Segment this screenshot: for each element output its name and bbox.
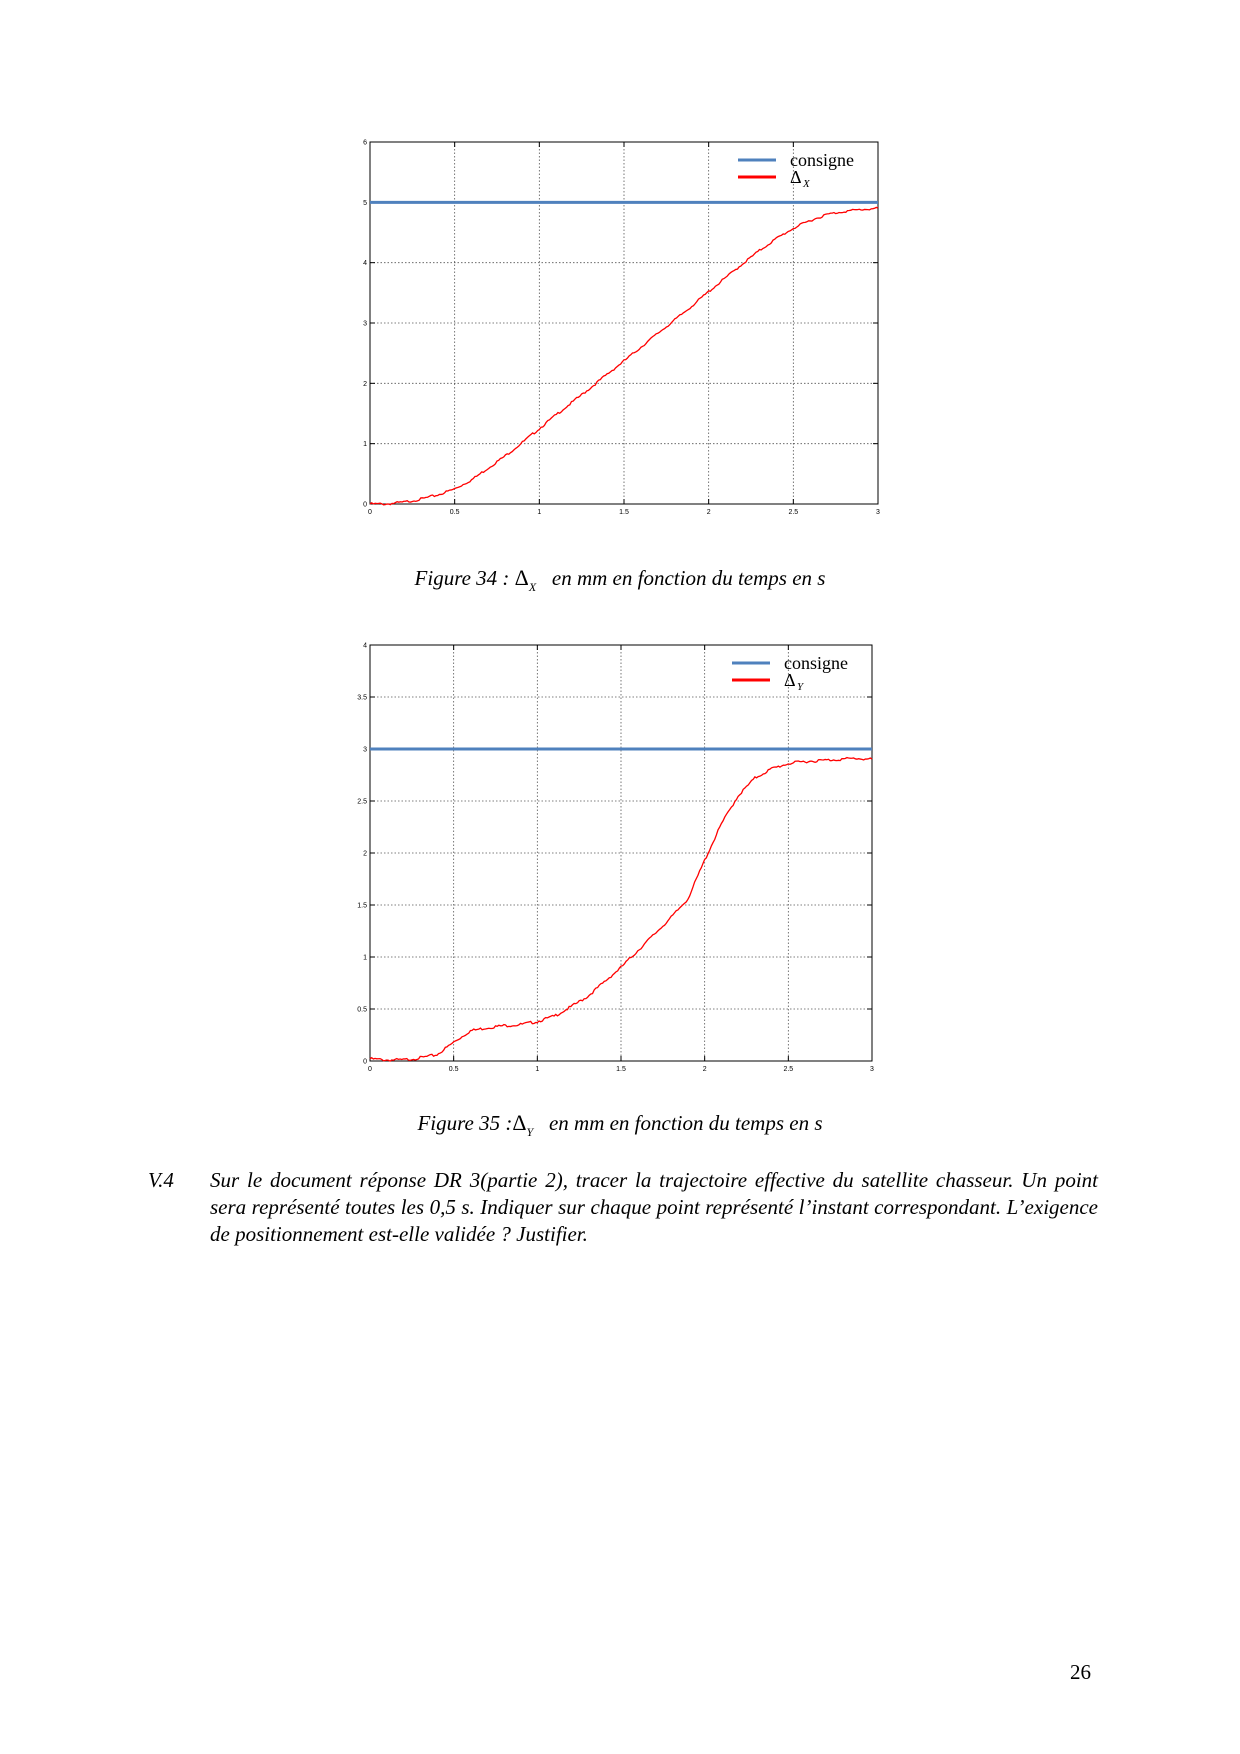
chart2-ytick-label: 2 (363, 850, 367, 858)
chart2-xtick-label: 2 (702, 1066, 707, 1073)
chart2-ytick-label: 0 (363, 1058, 367, 1066)
figure-34-text: en mm en fonction du temps en s (551, 566, 826, 590)
chart1-xtick-label: 3 (876, 509, 880, 516)
figure-35-text: en mm en fonction du temps en s (548, 1111, 823, 1135)
figure-34-caption (0, 565, 1240, 594)
figure-34-label: Figure 34 : (414, 566, 510, 590)
page-number: 26 (1070, 1660, 1091, 1684)
chart1-ytick-label: 5 (363, 199, 367, 207)
question-text: Sur le document réponse DR 3(partie 2), tracer la trajectoire effective du satellite chasseur. Un point sera représenté toutes les 0,5 s. Indiquer sur chaque point représenté l’instant correspondant. L’exigence de positionnement est-elle validée ? Justifier. (210, 1168, 1098, 1246)
chart2-ytick-label: 4 (363, 642, 367, 650)
chart2-xtick-label: 1 (535, 1066, 540, 1073)
figure-35-symbol: Δ (512, 1110, 527, 1135)
chart1-legend-subscript: X (803, 178, 810, 190)
chart2-xtick-label: 0 (368, 1066, 372, 1073)
chart-delta-x (360, 130, 880, 530)
chart2-ytick-label: 3 (363, 746, 367, 754)
chart1-ytick-label: 4 (363, 260, 367, 268)
chart1-ytick-label: 0 (363, 501, 367, 509)
chart1-legend-label: consigne (790, 150, 854, 170)
chart1-xtick-label: 0 (368, 509, 372, 516)
chart2-legend-label: Δ (784, 670, 796, 690)
chart1-xtick-label: 1.5 (619, 509, 629, 516)
chart2-legend-subscript: Y (797, 681, 804, 693)
chart-delta-y (357, 630, 880, 1073)
chart2-ytick-label: 1.5 (357, 902, 367, 910)
chart2-legend-label: consigne (784, 653, 848, 673)
chart1-ytick-label: 6 (363, 139, 367, 147)
chart-delta-y-svg (357, 630, 880, 1073)
chart2-xtick-label: 0.5 (448, 1066, 459, 1073)
figure-35-subscript: Y (526, 1125, 534, 1139)
chart1-xtick-label: 2.5 (788, 509, 799, 516)
question-number: V.4 (148, 1168, 174, 1192)
chart1-xtick-label: 1 (537, 509, 542, 516)
figure-34-subscript: X (528, 580, 537, 594)
chart1-ytick-label: 1 (363, 441, 367, 449)
chart1-xtick-label: 0.5 (449, 509, 460, 516)
chart2-ytick-label: 1 (363, 954, 367, 962)
chart2-ytick-label: 3.5 (357, 694, 367, 702)
chart1-xtick-label: 2 (706, 509, 711, 516)
figure-34-symbol: Δ (514, 565, 529, 590)
chart2-xtick-label: 1.5 (616, 1066, 626, 1073)
chart1-ytick-label: 3 (363, 320, 367, 328)
figure-35-label: Figure 35 : (417, 1111, 513, 1135)
chart2-ytick-label: 0.5 (357, 1006, 367, 1014)
figure-35-caption (0, 1110, 1240, 1139)
chart2-xtick-label: 2.5 (783, 1066, 794, 1073)
chart2-ytick-label: 2.5 (357, 798, 367, 806)
chart2-xtick-label: 3 (870, 1066, 874, 1073)
chart-delta-x-svg (360, 130, 880, 530)
chart1-legend-label: Δ (790, 167, 802, 187)
chart1-ytick-label: 2 (363, 380, 367, 388)
